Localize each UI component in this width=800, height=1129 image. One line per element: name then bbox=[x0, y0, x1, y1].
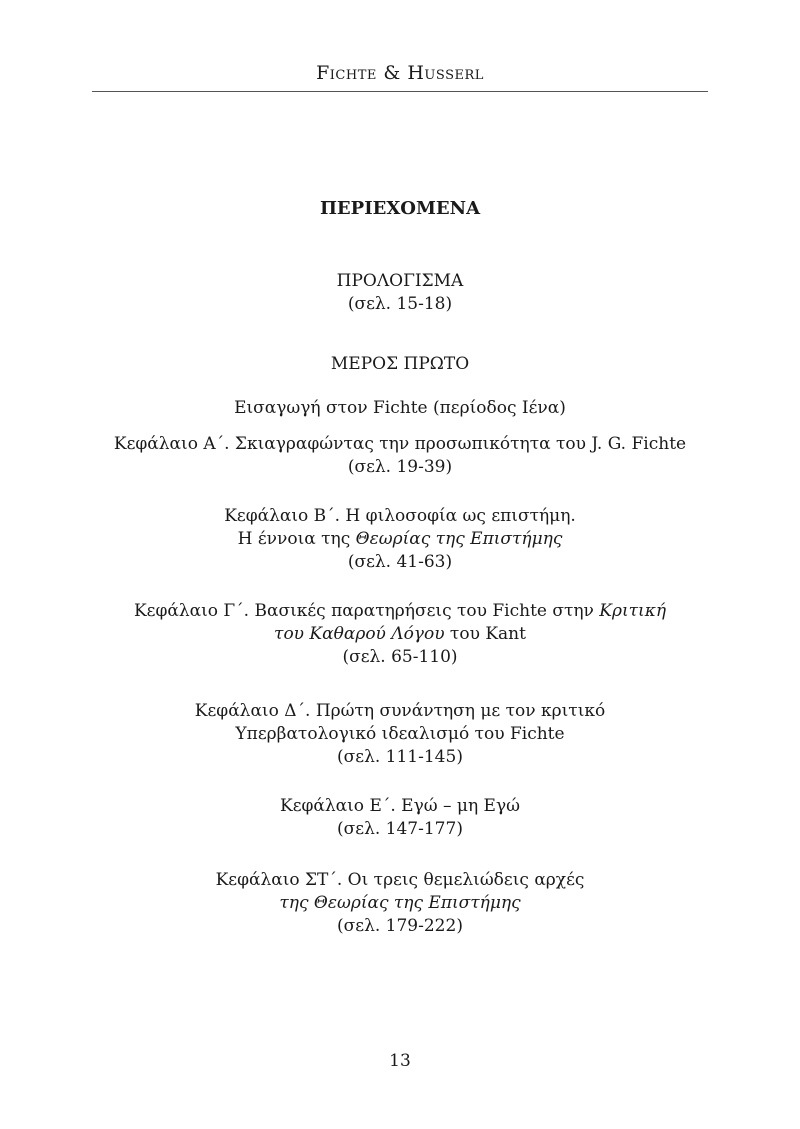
chapter-c-title bbox=[80, 600, 720, 623]
chapter-e-pages: (σελ. 147-177) bbox=[337, 819, 463, 839]
chapter-c-title-italic: Κριτική bbox=[599, 601, 667, 621]
chapter-c-subtitle-text: του Kant bbox=[444, 624, 526, 644]
chapter-e-title: Κεφάλαιο Ε΄. Εγώ – μη Εγώ bbox=[280, 796, 520, 816]
chapter-c-subtitle-italic: του Καθαρού Λόγου bbox=[274, 624, 445, 644]
prologue-label: ΠΡΟΛΟΓΙΣΜΑ bbox=[336, 271, 464, 291]
toc-prologue bbox=[80, 270, 720, 316]
chapter-c-title-text: Κεφάλαιο Γ΄. Βασικές παρατηρήσεις του Fichte στην bbox=[133, 601, 600, 621]
chapter-d bbox=[80, 700, 720, 769]
prologue-pages: (σελ. 15-18) bbox=[347, 294, 453, 314]
chapter-st bbox=[80, 869, 720, 938]
chapter-st-title: Κεφάλαιο ΣΤ΄. Οι τρεις θεμελιώδεις αρχές bbox=[215, 870, 585, 890]
chapter-d-subtitle: Υπερβατολογικό ιδεαλισμό του Fichte bbox=[235, 724, 565, 744]
chapter-c-subtitle bbox=[80, 623, 720, 646]
chapter-d-title: Κεφάλαιο Δ΄. Πρώτη συνάντηση με τον κριτικό bbox=[194, 701, 606, 721]
chapter-e bbox=[80, 795, 720, 841]
chapter-b-pages: (σελ. 41-63) bbox=[347, 552, 453, 572]
toc-title: ΠΕΡΙΕΧΟΜΕΝΑ bbox=[319, 198, 481, 219]
chapter-a bbox=[80, 433, 720, 479]
chapter-b-subtitle bbox=[80, 528, 720, 551]
chapter-c-pages: (σελ. 65-110) bbox=[342, 647, 458, 667]
header-rule bbox=[92, 91, 708, 92]
running-header: Fichte & Husserl bbox=[316, 62, 484, 84]
chapter-d-pages: (σελ. 111-145) bbox=[337, 747, 463, 767]
chapter-a-pages: (σελ. 19-39) bbox=[347, 457, 453, 477]
part-label: ΜΕΡΟΣ ΠΡΩΤΟ bbox=[330, 354, 470, 374]
chapter-b-title: Κεφάλαιο Β΄. Η φιλοσοφία ως επιστήμη. bbox=[224, 506, 576, 526]
chapter-st-pages: (σελ. 179-222) bbox=[337, 916, 463, 936]
chapter-c bbox=[80, 600, 720, 669]
chapter-b-subtitle-text: Η έννοια της bbox=[237, 529, 356, 549]
chapter-st-subtitle: της Θεωρίας της Επιστήμης bbox=[279, 893, 521, 913]
chapter-b-subtitle-italic: Θεωρίας της Επιστήμης bbox=[355, 529, 563, 549]
chapter-a-title: Κεφάλαιο Α΄. Σκιαγραφώντας την προσωπικότητα του J. G. Fichte bbox=[113, 434, 687, 454]
chapter-b bbox=[80, 505, 720, 574]
intro-entry: Εισαγωγή στον Fichte (περίοδος Ιένα) bbox=[234, 398, 566, 418]
page-number: 13 bbox=[389, 1051, 411, 1071]
